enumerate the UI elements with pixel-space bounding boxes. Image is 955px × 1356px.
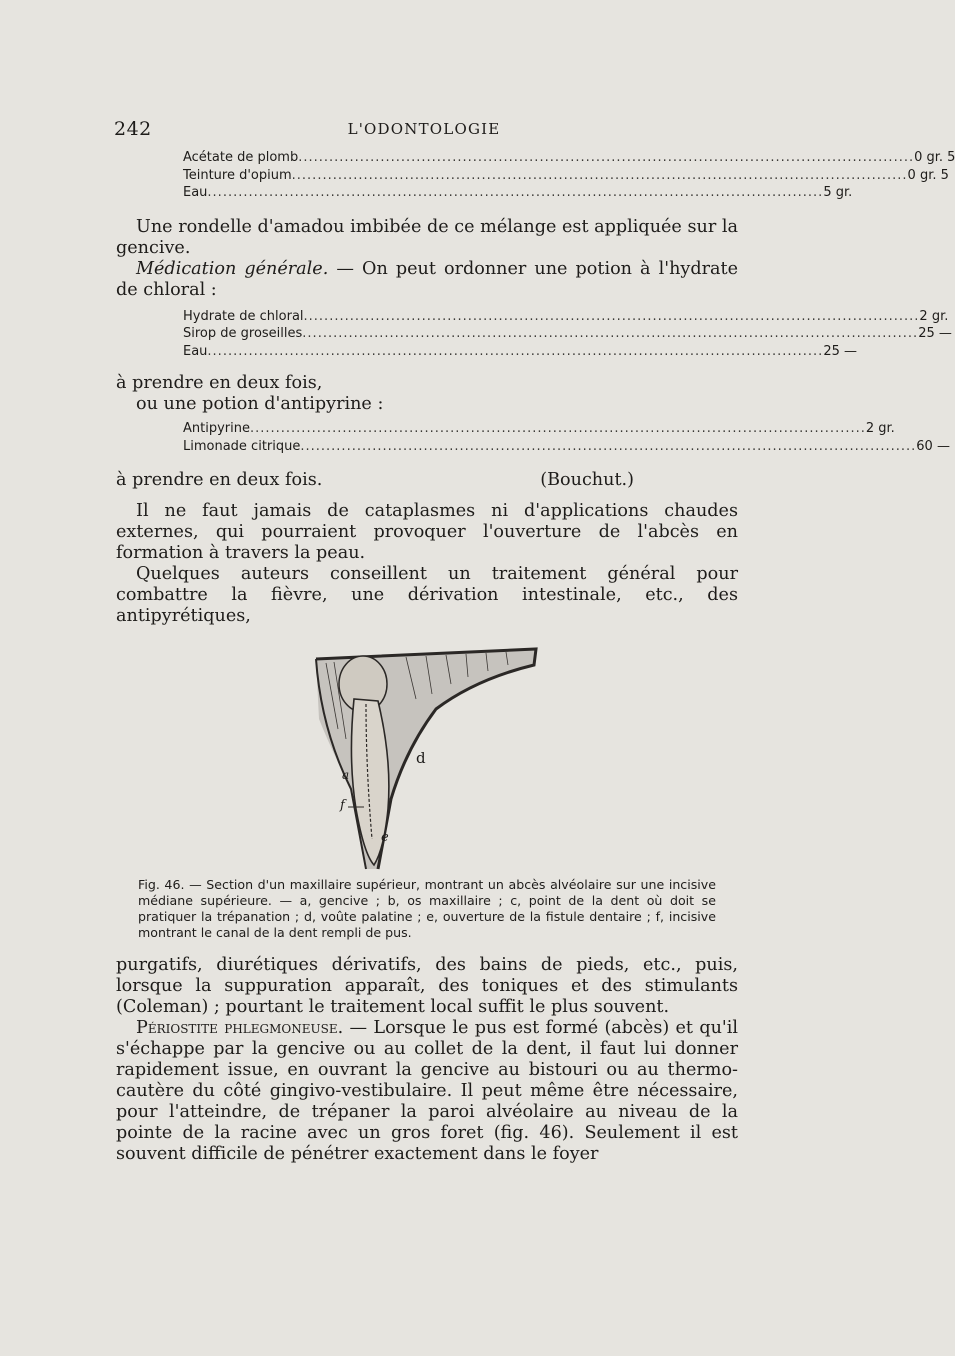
paragraph-antipyrine: ou une potion d'antipyrine : (136, 394, 384, 414)
paragraph-prendre-2 (116, 470, 738, 491)
paragraph-rondelle: Une rondelle d'amadou imbibée de ce mélange est appliquée sur la gencive. (116, 216, 738, 258)
leader-dots: ........................................................................................................................ (302, 326, 919, 341)
ingredient-quantity: 0 gr. 5 (914, 150, 955, 165)
section-title-periostite: Périostite phlegmoneuse. (136, 1018, 344, 1038)
ingredient-name: Antipyrine (183, 421, 250, 436)
label-f: f (340, 798, 345, 813)
ingredient-quantity: 0 gr. 5 (907, 167, 949, 183)
figure-46 (116, 639, 738, 871)
ingredient-quantity: 2 gr. (919, 308, 949, 324)
formula-antipyrine (183, 421, 950, 456)
leader-dots: ........................................................................................................................ (300, 438, 917, 454)
leader-dots: ........................................................................................................................ (303, 308, 920, 324)
ingredient-quantity: 25 — (918, 326, 952, 341)
paragraph-traitement-general: Quelques auteurs conseillent un traitement général pour combattre la fièvre, une dérivation intestinale, etc., des antipyrétiques, (116, 564, 738, 626)
formula-row (183, 438, 950, 457)
leader-dots: ........................................................................................................................ (298, 150, 915, 165)
leader-dots: ........................................................................................................................ (291, 167, 908, 183)
formula-row (183, 150, 955, 168)
ingredient-name: Limonade citrique (183, 438, 301, 454)
formula-row (183, 326, 952, 344)
ingredient-name: Teinture d'opium (183, 167, 292, 183)
formula-row (183, 308, 949, 327)
formula-chloral (183, 308, 952, 362)
ingredient-name: Eau (183, 185, 208, 200)
paragraph-medication-text: — On peut ordonner une potion à l'hydrate de chloral : (116, 258, 738, 300)
running-title: L'ODONTOLOGIE (347, 120, 501, 138)
formula-row (183, 167, 949, 186)
prendre-text: à prendre en deux fois. (116, 470, 323, 490)
formula-lead-acetate (183, 150, 955, 203)
paragraph-purgatifs: purgatifs, diurétiques dérivatifs, des bains de pieds, etc., puis, lorsque la suppuration apparaît, des toniques et des stimulants (Coleman) ; pourtant le traitement local suffit le plus souvent. (116, 955, 738, 1017)
ingredient-quantity: 2 gr. (865, 421, 895, 436)
section-title-medication: Médication générale. (136, 258, 329, 279)
paragraph-prendre-1: à prendre en deux fois, (116, 373, 323, 393)
paragraph-cataplasmes: Il ne faut jamais de cataplasmes ni d'applications chaudes externes, qui pourraient provoquer l'ouverture de l'abcès en formation à travers la peau. (116, 501, 738, 563)
ingredient-name: Hydrate de chloral (183, 308, 304, 324)
ingredient-name: Sirop de groseilles (183, 326, 303, 341)
formula-row (183, 185, 853, 203)
label-e: e (381, 830, 389, 845)
paragraph-periostite (116, 1018, 738, 1165)
ingredient-name: Acétate de plomb (183, 150, 299, 165)
ingredient-quantity: 25 — (823, 343, 857, 359)
leader-dots: ........................................................................................................................ (207, 185, 824, 200)
ingredient-name: Eau (183, 343, 208, 359)
formula-row (183, 421, 895, 439)
citation-bouchut: (Bouchut.) (540, 470, 634, 490)
ingredient-quantity: 60 — (916, 438, 950, 454)
figure-caption: Fig. 46. — Section d'un maxillaire supérieur, montrant un abcès alvéolaire sur une incisive médiane supérieure. — a, gencive ; b, os maxillaire ; c, point de la dent où doit se pratiquer la trépanation ; d, voûte palatine ; e, ouverture de la fistule dentaire ; f, incisive montrant le canal de la dent rempli de pus. (138, 877, 716, 940)
formula-row (183, 343, 857, 362)
label-a: a (342, 768, 350, 782)
leader-dots: ........................................................................................................................ (249, 421, 866, 436)
label-d: d (416, 749, 426, 767)
page-body (116, 150, 955, 1165)
tooth-section-illustration (116, 639, 738, 871)
paragraph-medication-generale (116, 259, 738, 301)
paragraph-periostite-text: — Lorsque le pus est formé (abcès) et qu'il s'échappe par la gencive ou au collet de la dent, il faut lui donner rapidement issue, en ouvrant la gencive au bistouri ou au thermo-cautère du côté gingivo-vestibulaire. Il peut même être nécessaire, pour l'atteindre, de trépaner la paroi alvéolaire au niveau de la pointe de la racine avec un gros foret (fig. 46). Seulement il est souvent difficile de pénétrer exactement dans le foyer (116, 1018, 738, 1164)
ingredient-quantity: 5 gr. (823, 185, 853, 200)
page-number: 242 (114, 118, 152, 140)
page-header (114, 118, 734, 142)
leader-dots: ........................................................................................................................ (207, 343, 824, 359)
